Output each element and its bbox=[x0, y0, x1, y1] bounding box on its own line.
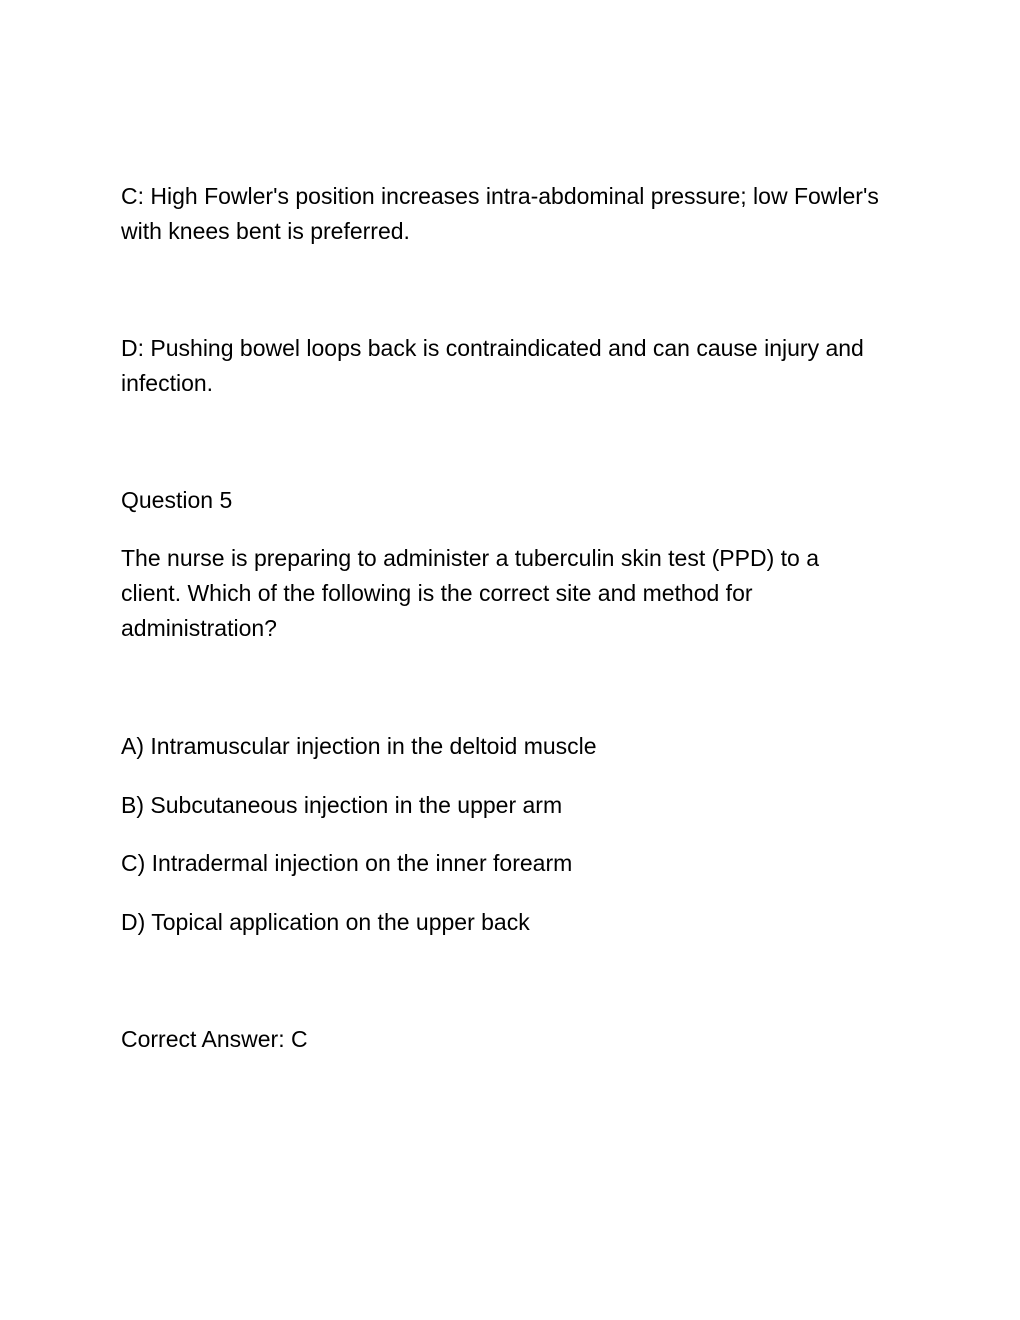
correct-answer: Correct Answer: C bbox=[121, 1026, 308, 1052]
option-c: C) Intradermal injection on the inner forearm bbox=[121, 850, 573, 876]
rationale-c: C: High Fowler's position increases intra-abdominal pressure; low Fowler's with knees bent is preferred. bbox=[121, 183, 879, 244]
question-text: The nurse is preparing to administer a tuberculin skin test (PPD) to a client. Which of the following is the correct site and method for administration? bbox=[121, 545, 819, 641]
question-title: Question 5 bbox=[121, 487, 233, 513]
rationale-d: D: Pushing bowel loops back is contraindicated and can cause injury and infection. bbox=[121, 335, 864, 396]
option-a: A) Intramuscular injection in the deltoid muscle bbox=[121, 733, 597, 759]
option-b: B) Subcutaneous injection in the upper arm bbox=[121, 792, 563, 818]
option-d: D) Topical application on the upper back bbox=[121, 909, 530, 935]
